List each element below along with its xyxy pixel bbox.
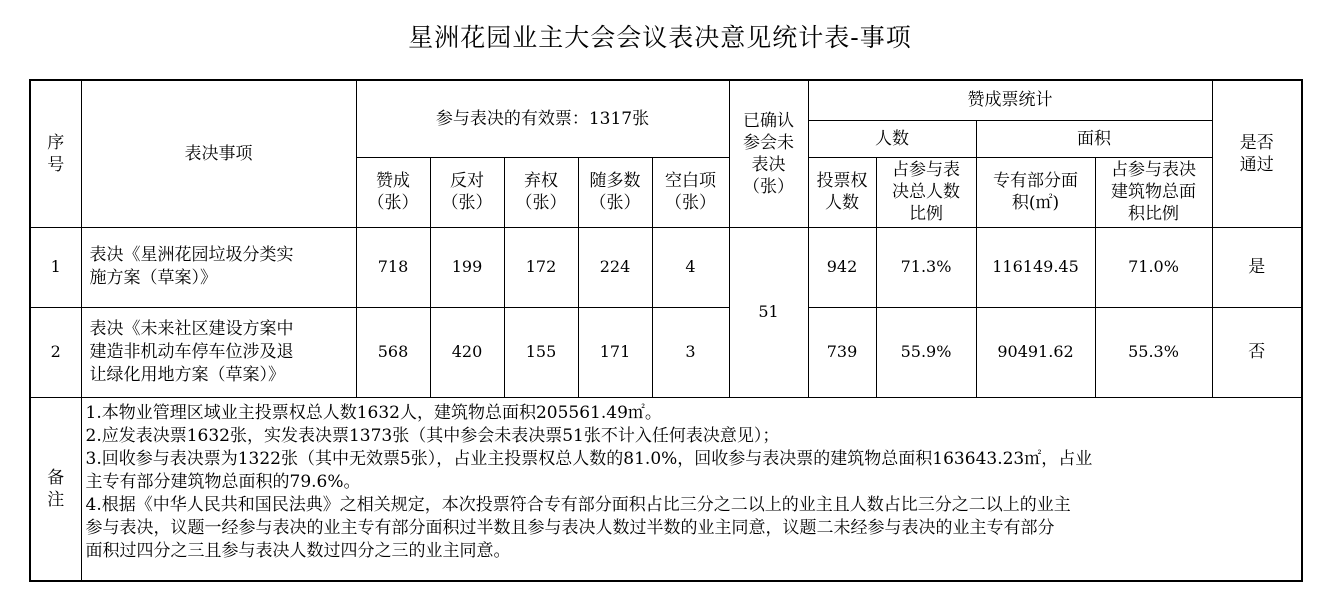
row-area-ratio: 55.3% <box>1095 307 1212 397</box>
header-seq: 序 号 <box>30 80 81 227</box>
header-favor-stats: 赞成票统计 <box>808 80 1212 120</box>
row-blank: 3 <box>652 307 729 397</box>
header-people-ratio: 占参与表 决总人数 比例 <box>876 157 976 227</box>
notes-content <box>81 397 1302 581</box>
note-line: 主专有部分建筑物总面积的79.6%。 <box>85 471 361 492</box>
header-valid-votes: 参与表决的有效票：1317张 <box>356 80 729 157</box>
row-exclusive-area: 116149.45 <box>976 227 1095 307</box>
header-follow-majority: 随多数 （张） <box>578 157 652 227</box>
header-abstain: 弃权 （张） <box>504 157 578 227</box>
confirmed-not-voted-value: 51 <box>729 227 808 397</box>
row-passed: 是 <box>1212 227 1302 307</box>
header-blank: 空白项 （张） <box>652 157 729 227</box>
row-people-ratio: 71.3% <box>876 227 976 307</box>
header-passed: 是否 通过 <box>1212 80 1302 227</box>
row-against: 199 <box>430 227 504 307</box>
row-favor: 568 <box>356 307 430 397</box>
header-confirmed-not-voted: 已确认 参会未 表决 （张） <box>729 80 808 227</box>
row-area-ratio: 71.0% <box>1095 227 1212 307</box>
header-area: 面积 <box>976 120 1212 157</box>
row-item: 表决《未来社区建设方案中 建造非机动车停车位涉及退 让绿化用地方案（草案）》 <box>81 307 356 397</box>
row-follow-majority: 224 <box>578 227 652 307</box>
page-title: 星洲花园业主大会会议表决意见统计表-事项 <box>408 23 912 52</box>
header-area-ratio: 占参与表决 建筑物总面 积比例 <box>1095 157 1212 227</box>
header-favor: 赞成 （张） <box>356 157 430 227</box>
row-people-ratio: 55.9% <box>876 307 976 397</box>
note-line: 3.回收参与表决票为1322张（其中无效票5张），占业主投票权总人数的81.0%，回收参与表决票的建筑物总面积163643.23㎡，占业 <box>85 448 1093 469</box>
note-line: 1.本物业管理区域业主投票权总人数1632人，建筑物总面积205561.49㎡。 <box>85 402 662 423</box>
row-seq: 2 <box>30 307 81 397</box>
notes-row <box>30 397 1302 581</box>
header-people: 人数 <box>808 120 976 157</box>
row-against: 420 <box>430 307 504 397</box>
note-line: 2.应发表决票1632张，实发表决票1373张（其中参会未表决票51张不计入任何表决意见）； <box>85 425 780 446</box>
row-follow-majority: 171 <box>578 307 652 397</box>
row-abstain: 155 <box>504 307 578 397</box>
row-item: 表决《星洲花园垃圾分类实 施方案（草案）》 <box>81 227 356 307</box>
row-blank: 4 <box>652 227 729 307</box>
row-voters: 739 <box>808 307 876 397</box>
note-line: 参与表决，议题一经参与表决的业主专有部分面积过半数且参与表决人数过半数的业主同意，议题二未经参与表决的业主专有部分 <box>85 517 1055 538</box>
header-exclusive-area: 专有部分面 积(㎡) <box>976 157 1095 227</box>
row-abstain: 172 <box>504 227 578 307</box>
table-row <box>30 307 1302 397</box>
header-item: 表决事项 <box>81 80 356 227</box>
header-against: 反对 （张） <box>430 157 504 227</box>
note-line: 面积过四分之三且参与表决人数过四分之三的业主同意。 <box>85 540 511 561</box>
row-voters: 942 <box>808 227 876 307</box>
row-exclusive-area: 90491.62 <box>976 307 1095 397</box>
row-passed: 否 <box>1212 307 1302 397</box>
vote-statistics-table <box>29 79 1303 582</box>
note-line: 4.根据《中华人民共和国民法典》之相关规定，本次投票符合专有部分面积占比三分之二以上的业主且人数占比三分之二以上的业主 <box>85 494 1071 515</box>
table-row <box>30 227 1302 307</box>
row-seq: 1 <box>30 227 81 307</box>
header-voters: 投票权 人数 <box>808 157 876 227</box>
row-favor: 718 <box>356 227 430 307</box>
notes-label: 备 注 <box>30 397 81 581</box>
